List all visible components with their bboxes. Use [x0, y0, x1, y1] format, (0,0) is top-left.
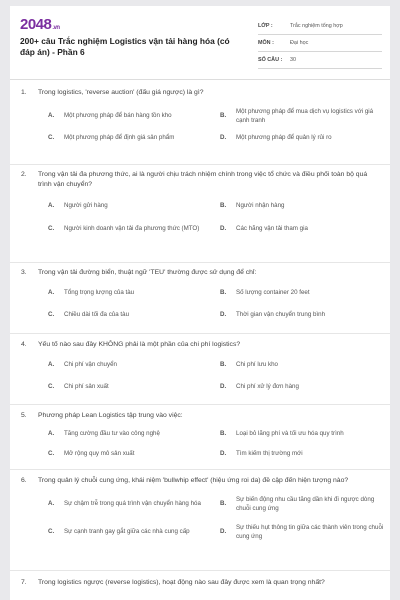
question-text: Yếu tố nào sau đây KHÔNG phải là một phần của chi phí logistics?: [38, 341, 241, 348]
question-list: [10, 82, 390, 600]
option-d[interactable]: [220, 308, 390, 322]
option-key: B.: [220, 112, 227, 120]
question-text: Trong logistics, 'reverse auction' (đấu giá ngược) là gì?: [38, 89, 204, 96]
question-text: Phương pháp Lean Logistics tập trung vào việc:: [38, 412, 183, 419]
option-key: B.: [220, 429, 227, 437]
site-logo[interactable]: [20, 16, 60, 33]
meta-label: LỚP :: [258, 23, 273, 29]
option-text: Tổng trọng lượng của tàu: [64, 289, 135, 297]
option-text: Tăng cường đầu tư vào công nghệ: [64, 429, 160, 437]
question-item: [10, 405, 390, 469]
option-a[interactable]: [48, 427, 220, 440]
meta-row-subject: [258, 35, 382, 52]
document-meta: [258, 18, 382, 69]
meta-label: MÔN :: [258, 40, 274, 46]
option-b[interactable]: [220, 358, 390, 372]
question-number: 1.: [21, 89, 27, 96]
option-text: Thời gian vận chuyển trung bình: [236, 311, 326, 319]
document-header: [10, 6, 390, 74]
option-key: D.: [220, 449, 227, 457]
option-key: A.: [48, 112, 55, 120]
question-number: 3.: [21, 269, 27, 276]
question-item: [10, 82, 390, 164]
option-d[interactable]: [220, 218, 390, 240]
option-key: A.: [48, 361, 55, 369]
meta-value: 30: [290, 57, 296, 63]
option-key: C.: [48, 311, 55, 319]
option-text: Sự chậm trễ trong quá trình vận chuyển hàng hóa: [64, 500, 201, 508]
option-d[interactable]: [220, 447, 390, 460]
option-text: Loại bỏ lãng phí và tối ưu hóa quy trình: [236, 429, 344, 437]
option-key: A.: [48, 500, 55, 508]
option-c[interactable]: [48, 131, 220, 145]
option-text: Một phương pháp để bán hàng tồn kho: [64, 112, 172, 120]
option-key: C.: [48, 449, 55, 457]
option-c[interactable]: [48, 447, 220, 460]
option-key: A.: [48, 429, 55, 437]
option-text: Chi phí lưu kho: [236, 361, 278, 369]
question-number: 2.: [21, 171, 27, 178]
option-text: Sự thiếu hụt thông tin giữa các thành viên trong chuỗi cung ứng: [236, 523, 384, 540]
option-text: Tìm kiếm thị trường mới: [236, 449, 303, 457]
meta-row-count: [258, 52, 382, 69]
option-text: Một phương pháp để mua dịch vụ logistics với giá cạnh tranh: [236, 107, 374, 124]
question-item: [10, 263, 390, 333]
question-text: Trong vận tải đa phương thức, ai là người chịu trách nhiệm chính trong việc tổ chức và điều phối toàn bộ quá trình vận chuyển?: [38, 171, 368, 188]
option-b[interactable]: [220, 427, 390, 440]
option-text: Sự cạnh tranh gay gắt giữa các nhà cung cấp: [64, 528, 190, 536]
option-text: Số lượng container 20 feet: [236, 289, 310, 297]
option-text: Một phương pháp để định giá sản phẩm: [64, 134, 175, 142]
option-text: Người nhận hàng: [236, 202, 285, 210]
option-d[interactable]: [220, 380, 390, 394]
option-d[interactable]: [220, 131, 390, 145]
option-c[interactable]: [48, 521, 220, 543]
option-key: D.: [220, 528, 227, 536]
option-key: D.: [220, 311, 227, 319]
option-a[interactable]: [48, 199, 220, 213]
option-d[interactable]: [220, 521, 390, 543]
option-b[interactable]: [220, 106, 390, 126]
question-item: [10, 571, 390, 600]
option-key: C.: [48, 528, 55, 536]
header-divider: [10, 79, 390, 80]
option-a[interactable]: [48, 106, 220, 126]
option-text: Người gửi hàng: [64, 202, 108, 210]
option-text: Một phương pháp để quản lý rủi ro: [236, 134, 332, 142]
question-text: Trong vận tải đường biển, thuật ngữ 'TEU' thường được sử dụng để chỉ:: [38, 269, 257, 276]
option-text: Chi phí vận chuyển: [64, 361, 117, 369]
question-number: 7.: [21, 579, 27, 586]
option-key: A.: [48, 289, 55, 297]
question-text: Trong quản lý chuỗi cung ứng, khái niệm 'bullwhip effect' (hiệu ứng roi da) đề cập đến hiện tượng nào?: [38, 477, 349, 484]
meta-label: SỐ CÂU :: [258, 57, 283, 63]
option-key: C.: [48, 383, 55, 391]
option-key: D.: [220, 383, 227, 391]
option-text: Người kinh doanh vận tải đa phương thức (MTO): [64, 225, 200, 233]
option-key: C.: [48, 134, 55, 142]
option-text: Mở rộng quy mô sản xuất: [64, 449, 135, 457]
option-c[interactable]: [48, 218, 220, 240]
option-b[interactable]: [220, 493, 390, 515]
document-title: 200+ câu Trắc nghiệm Logistics vận tải hàng hóa (có đáp án) - Phần 6: [20, 36, 230, 57]
option-text: Chi phí xử lý đơn hàng: [236, 383, 299, 391]
meta-value: Đại học: [290, 40, 309, 46]
option-b[interactable]: [220, 286, 390, 300]
option-text: Sự biến động nhu cầu tăng dần khi đi ngược dòng chuỗi cung ứng: [236, 495, 375, 512]
option-key: C.: [48, 225, 55, 233]
question-number: 4.: [21, 341, 27, 348]
option-text: Chi phí sản xuất: [64, 383, 109, 391]
question-item: [10, 334, 390, 404]
question-item: [10, 165, 390, 262]
logo-text: 2048: [20, 16, 52, 33]
meta-row-class: [258, 18, 382, 35]
option-c[interactable]: [48, 308, 220, 322]
document-page: [10, 6, 390, 600]
question-number: 5.: [21, 412, 27, 419]
meta-value: Trắc nghiệm tổng hợp: [290, 23, 343, 29]
question-number: 6.: [21, 477, 27, 484]
option-a[interactable]: [48, 493, 220, 515]
option-key: D.: [220, 225, 227, 233]
option-key: B.: [220, 361, 227, 369]
option-a[interactable]: [48, 286, 220, 300]
logo-tld: .vn: [52, 25, 60, 31]
option-key: B.: [220, 500, 227, 508]
question-item: [10, 470, 390, 570]
option-text: Các hãng vận tải tham gia: [236, 225, 308, 233]
question-text: Trong logistics ngược (reverse logistics), hoạt động nào sau đây được xem là quan trọng nhất?: [38, 579, 325, 586]
option-a[interactable]: [48, 358, 220, 372]
option-key: A.: [48, 202, 55, 210]
option-text: Chiều dài tối đa của tàu: [64, 311, 130, 319]
option-b[interactable]: [220, 199, 390, 213]
option-key: D.: [220, 134, 227, 142]
option-key: B.: [220, 202, 227, 210]
option-c[interactable]: [48, 380, 220, 394]
option-key: B.: [220, 289, 227, 297]
